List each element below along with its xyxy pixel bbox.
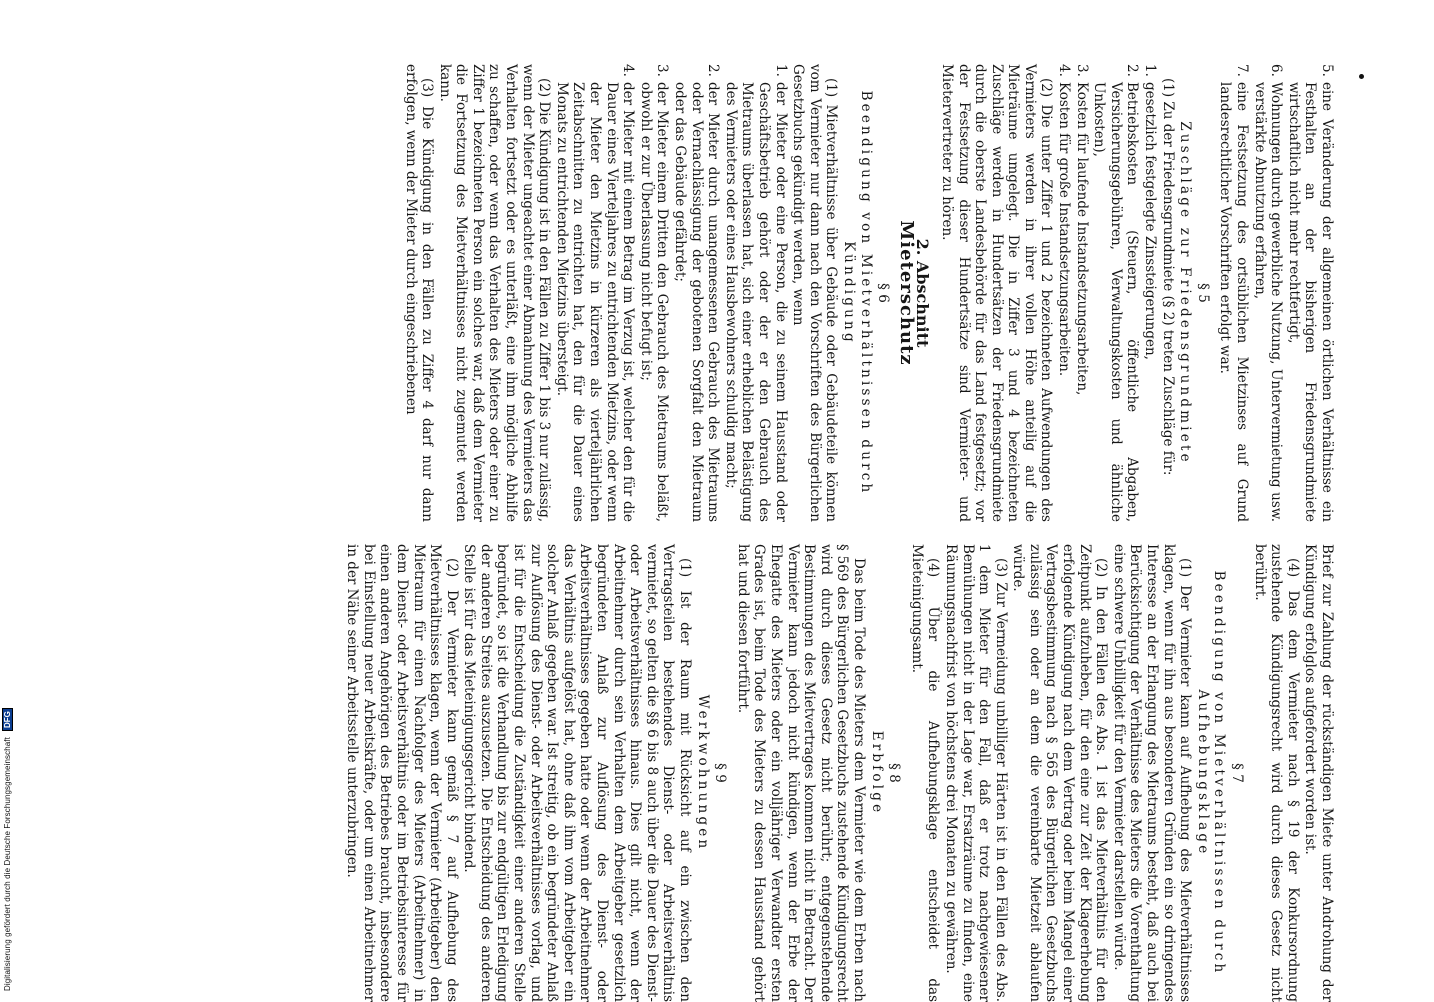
list-item: 7. eine Festsetzung des ortsüblichen Mietzinses auf Grund landesrechtlicher Vorschriften erfolgt war. [1217,64,1251,522]
footer-text: Digitalisierung gefördert durch die Deutsche Forschungsgemeinschaft [2,737,12,991]
paragraph: (2) Der Vermieter kann gemäß § 7 auf Aufhebung des Mietverhältnisses klagen, wenn der Vermieter (Arbeitgeber) den Mietraum für einen Nachfolger des Mieters (Arbeitnehmer) in dem Dienst- oder Arbeitsverhältnis oder im Betriebsinteresse für einen anderen Angehörigen des Betriebes braucht, insbesondere bei Einstellung neuer Arbeitskräfte, oder um einen Arbeitnehmer in der Nähe seiner Arbeitsstelle unterzubringen. [344,544,460,1002]
list-item: 5. eine Veränderung der allgemeinen örtlichen Verhältnisse ein Festhalten an der bisherigen Friedensgrundmiete wirtschaftlich nicht mehr rechtfertigt, [1285,64,1335,522]
footer [2,6,12,991]
paragraph: Das beim Tode des Mieters dem Vermieter wie dem Erben nach § 569 des Bürgerlichen Gesetzbuchs zustehende Kündigungsrecht wird durch dieses Gesetz nicht berührt; entgegenstehende Bestimmungen des Mietvertrages kommen nicht in Betracht. Der Vermieter kann jedoch nicht kündigen, wenn der Erbe der Ehegatte des Mieters oder ein volljähriger Verwandter ersten Grades ist, beim Tode des Mieters zu dessen Hausstand gehört hat und diesen fortführt. [734,544,867,1002]
paragraph: (1) Zu der Friedensgrundmiete (§ 2) treten Zuschläge für: [1159,78,1176,476]
list-item: 3. der Mieter einem Dritten den Gebrauch des Mietraums beläßt, obwohl er zur Überlassung nicht befugt ist; [637,64,671,522]
document-page [135,64,1335,1002]
paragraph: (2) In den Fällen des Abs. 1 ist das Mietverhältnis für den Zeitpunkt aufzuheben, für den eine zur Zeit der Klageerhebung erfolgende Kündigung nach dem Vertrag oder beim Mangel einer Vertragsbestimmung nach § 565 des Bürgerlichen Gesetzbuchs zulässig sein oder an dem die vereinbarte Mietzeit ablaufen würde. [1010,544,1110,1002]
list-item: 3. Kosten für laufende Instandsetzungsarbeiten, [1073,64,1090,396]
paragraph-heading: § 7 [1229,763,1246,783]
paragraph: (1) Ist der Raum mit Rücksicht auf ein zwischen den Vertragsteilen bestehendes Dienst- oder Arbeitsverhältnis vermietet, so gelten die §§ 6 bis 8 auch über die Dauer des Dienst- oder Arbeitsverhältnisses hinaus. Dies gilt nicht, wenn der Arbeitnehmer durch sein Verhalten dem Arbeitgeber gesetzlich begründeten Anlaß zur Auflösung des Dienst- oder Arbeitsverhältnisses gegeben hatte oder wenn der Arbeitnehmer das Verhältnis aufgelöst hat, ohne daß ihm vom Arbeitgeber ein solcher Anlaß gegeben war. Ist streitig, ob ein begründeter Anlaß zur Auflösung des Dienst- oder Arbeitsverhältnisses vorlag, und ist für die Entscheidung die Zuständigkeit einer anderen Stelle begründet, so ist die Verhandlung bis zur endgültigen Erledigung der anderen Streites auszusetzen. Die Entscheidung des anderen Stelle ist für das Mieteinigungsgericht bindend. [461,544,694,1002]
dfg-logo: DFG [2,708,13,731]
paragraph-title: Erbfolge [868,730,885,816]
section-title: Mieterschutz [895,220,917,366]
section-heading: 2. Abschnitt [913,238,933,348]
paragraph-heading: § 8 [886,763,903,783]
paragraph: Brief zur Zahlung der rückständigen Miete unter Androhung der Kündigung erfolglos aufgefordert worden ist. [1302,544,1335,1002]
paragraph: (2) Die Kündigung ist in den Fällen zu Ziffer 1 bis 3 nur zulässig, wenn der Mieter ungeachtet einer Abmahnung des Vermieters das Verhalten fortsetzt oder es unterläßt, eine ihm mögliche Abhilfe zu schaffen, oder wenn das Verhalten des Mieters oder einer zu Ziffer 1 bezeichneten Person ein solches war, daß dem Vermieter die Fortsetzung des Mietverhältnisses nicht zugemutet werden kann. [436,64,553,522]
list-item: 1. gesetzlich festgelegte Zinssteigerungen, [1142,64,1159,360]
paragraph: (3) Die Kündigung in den Fällen zu Ziffer 4 darf nur dann erfolgen, wenn der Mieter durch eingeschriebenen [402,64,436,522]
ink-dot [1359,74,1364,79]
right-column [135,544,1335,1002]
list-item: 2. der Mieter durch unangemessenen Gebrauch des Mietraums oder Vernachlässigung der gebotenen Sorgfalt den Mietraum oder das Gebäude gefährdet; [672,64,722,522]
list-item: 2. Betriebskosten (Steuern, öffentliche Abgaben, Versicherungsgebühren, Verwaltungskosten und ähnliche Unkosten), [1091,64,1141,522]
paragraph: (4) Das dem Vermieter nach § 19 der Konkursordnung zustehende Kündigungsrecht wird durch dieses Gesetz nicht berührt. [1251,544,1301,1002]
paragraph-title: Zuschläge zur Friedensgrundmiete [1177,121,1194,465]
list-item: 4. der Mieter mit einem Betrag im Verzug ist, welcher den für die Dauer eines Vierteljahres zu entrichtenden Mietzins, oder wenn der Mieter den Mietzins in kürzeren als vierteljährlichen Zeitabschnitten zu entrichten hat, den für die Dauer eines Monats zu entrichtenden Mietzins übersteigt. [553,64,637,522]
list-item: 6. Wohnungen durch gewerbliche Nutzung, Untervermietung usw. verstärkte Abnutzung erfahren, [1251,64,1285,522]
paragraph-title: Beendigung von Mietverhältnissen durch Aufhebungsklage [1194,570,1228,976]
paragraph-title: Werkwohnungen [694,694,711,852]
paragraph: (3) Zur Vermeidung unbilliger Härten ist in den Fällen des Abs. 1 dem Mieter für den Fall, daß er trotz nachgewiesener Bemühungen nicht in der Lage war, Ersatzräume zu finden, eine Räumungsnachfrist von höchstens drei Monaten zu gewähren. [942,544,1009,1002]
left-column [135,64,1335,522]
paragraph-title: Beendigung von Mietverhältnissen durch Kündigung [840,90,874,496]
paragraph: (1) Mietverhältnisse über Gebäude oder Gebäudeteile können vom Vermieter nur dann nach den Vorschriften des Bürgerlichen Gesetzbuchs gekündigt werden, wenn [790,64,840,522]
paragraph: (1) Der Vermieter kann auf Aufhebung des Mietverhältnisses klagen, wenn für ihn aus besonderen Gründen ein so dringendes Interesse an der Erlangung des Mietraums besteht, daß auch bei Berücksichtigung der Verhältnisse des Mieters die Vorenthaltung eine schwere Unbilligkeit für den Vermieter darstellen würde. [1110,544,1194,1002]
paragraph: (4) Über die Aufhebungsklage entscheidet das Mieteinigungsamt. [908,544,942,1002]
paragraph-heading: § 5 [1194,283,1211,303]
paragraph-heading: § 9 [712,763,729,783]
paragraph-heading: § 6 [875,283,892,303]
list-item: 1. der Mieter oder eine Person, die zu seinem Hausstand oder Geschäftsbetrieb gehört oder der er den Gebrauch des Mietraums überlassen hat, sich einer erheblichen Belästigung des Vermieters oder eines Hausbewohners schuldig macht; [722,64,789,522]
paragraph: (2) Die unter Ziffer 1 und 2 bezeichneten Aufwendungen des Vermieters werden in ihrer vollen Höhe anteilig auf die Mieträume umgelegt. Die in Ziffer 3 und 4 bezeichneten Zuschläge werden in Hundertsätzen der Friedensgrundmiete durch die oberste Landesbehörde für das Land festgesetzt; vor der Festsetzung dieser Hundertsätze sind Vermieter- und Mietervertreter zu hören. [938,64,1055,522]
list-item: 4. Kosten für große Instandsetzungsarbeiten. [1056,64,1073,377]
